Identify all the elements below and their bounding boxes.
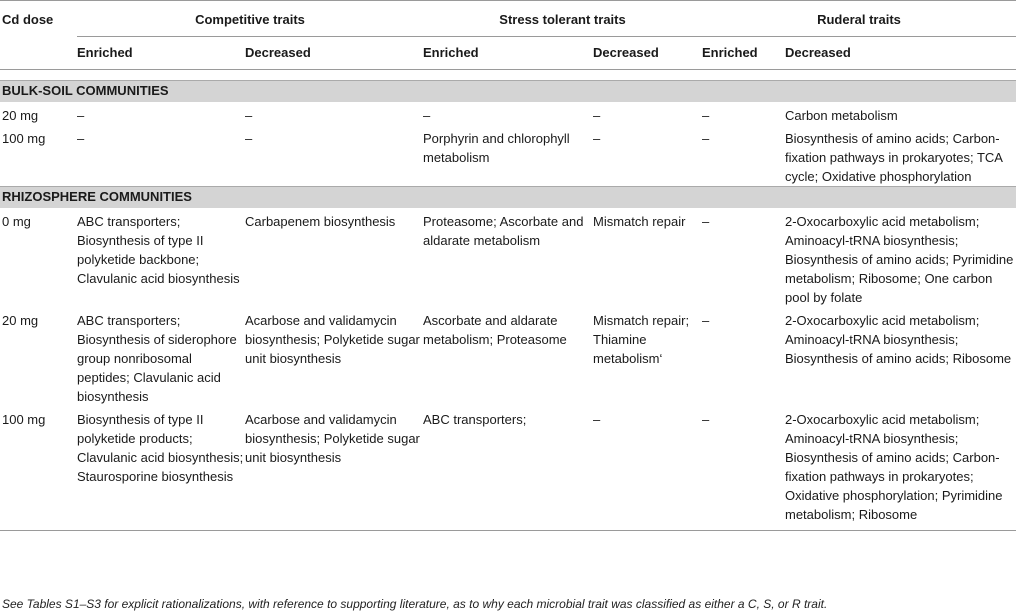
table-cell: Porphyrin and chlorophyll metabolism [423, 131, 570, 165]
table-cell: – [702, 214, 710, 229]
header-ruderal-enriched: Enriched [702, 37, 785, 70]
header-row-subcolumns [0, 37, 1016, 70]
table-footnote: See Tables S1–S3 for explicit rationalizations, with reference to supporting literature, as to why each microbial trait was classified as either a C, S, or R trait. [2, 597, 828, 611]
dose-cell: 100 mg [0, 406, 77, 531]
table-row [0, 125, 1016, 187]
table-cell: – [423, 108, 431, 123]
table-cell: – [593, 131, 601, 146]
table-cell: – [593, 406, 702, 531]
table-cell: – [702, 406, 785, 531]
dose-cell: 20 mg [2, 313, 39, 328]
table-cell: Biosynthesis of amino acids; Carbon-fixation pathways in prokaryotes; TCA cycle; Oxidative phosphorylation [785, 131, 1003, 184]
table-cell: Carbapenem biosynthesis [245, 214, 396, 229]
table-row [0, 307, 1016, 406]
header-empty [0, 37, 77, 70]
table-cell: – [702, 313, 710, 328]
header-ruderal-traits: Ruderal traits [702, 1, 1016, 37]
table-cell: ABC transporters; [423, 406, 593, 531]
table-cell: Mismatch repair; Thiamine metabolism‘ [593, 313, 690, 366]
dose-cell: 100 mg [2, 131, 46, 146]
header-cd-dose: Cd dose [0, 1, 77, 37]
header-ruderal-decreased: Decreased [785, 37, 1016, 70]
section-title: BULK-SOIL COMMUNITIES [0, 81, 1016, 103]
dose-cell: 0 mg [2, 214, 31, 229]
table-row [0, 208, 1016, 307]
header-competitive-traits: Competitive traits [77, 1, 423, 37]
section-rhizosphere [0, 187, 1016, 209]
table-cell: ABC transporters; Biosynthesis of type II polyketide backbone; Clavulanic acid biosynthesis [77, 214, 240, 286]
table-cell: – [77, 108, 85, 123]
header-row-groups [0, 1, 1016, 37]
dose-cell: 20 mg [2, 108, 39, 123]
table-cell: Acarbose and validamycin biosynthesis; Polyketide sugar unit biosynthesis [245, 313, 420, 366]
table-cell: Carbon metabolism [785, 108, 898, 123]
section-title: RHIZOSPHERE COMMUNITIES [0, 187, 1016, 209]
header-comp-decreased: Decreased [245, 37, 423, 70]
table-row [0, 102, 1016, 125]
header-comp-enriched: Enriched [77, 37, 245, 70]
table-cell: 2-Oxocarboxylic acid metabolism; Aminoacyl-tRNA biosynthesis; Biosynthesis of amino acids; Carbon-fixation pathways in prokaryotes; Oxidative phosphorylation; Pyrimidine metabolism; Ribosome [785, 406, 1016, 531]
header-stress-enriched: Enriched [423, 37, 593, 70]
table-row [0, 406, 1016, 531]
table-cell: Mismatch repair [593, 214, 686, 229]
table-cell: Proteasome; Ascorbate and aldarate metabolism [423, 214, 584, 248]
table-cell: Biosynthesis of type II polyketide products; Clavulanic acid biosynthesis; Staurosporine biosynthesis [77, 406, 245, 531]
table-cell: 2-Oxocarboxylic acid metabolism; Aminoacyl-tRNA biosynthesis; Biosynthesis of amino acids; Pyrimidine metabolism; Ribosome; One carbon pool by folate [785, 214, 1014, 305]
table-cell: 2-Oxocarboxylic acid metabolism; Aminoacyl-tRNA biosynthesis; Biosynthesis of amino acids; Ribosome [785, 313, 1012, 366]
table-cell: – [245, 131, 253, 146]
table-cell: – [702, 108, 710, 123]
header-stress-tolerant-traits: Stress tolerant traits [423, 1, 702, 37]
table-cell: ABC transporters; Biosynthesis of siderophore group nonribosomal peptides; Clavulanic acid biosynthesis [77, 313, 237, 404]
table-cell: – [245, 108, 253, 123]
table-cell: Acarbose and validamycin biosynthesis; Polyketide sugar unit biosynthesis [245, 406, 423, 531]
section-bulk-soil [0, 81, 1016, 103]
table-cell: – [593, 108, 601, 123]
table-cell: – [77, 131, 85, 146]
header-stress-decreased: Decreased [593, 37, 702, 70]
table-cell: Ascorbate and aldarate metabolism; Proteasome [423, 313, 567, 347]
table-cell: – [702, 131, 710, 146]
